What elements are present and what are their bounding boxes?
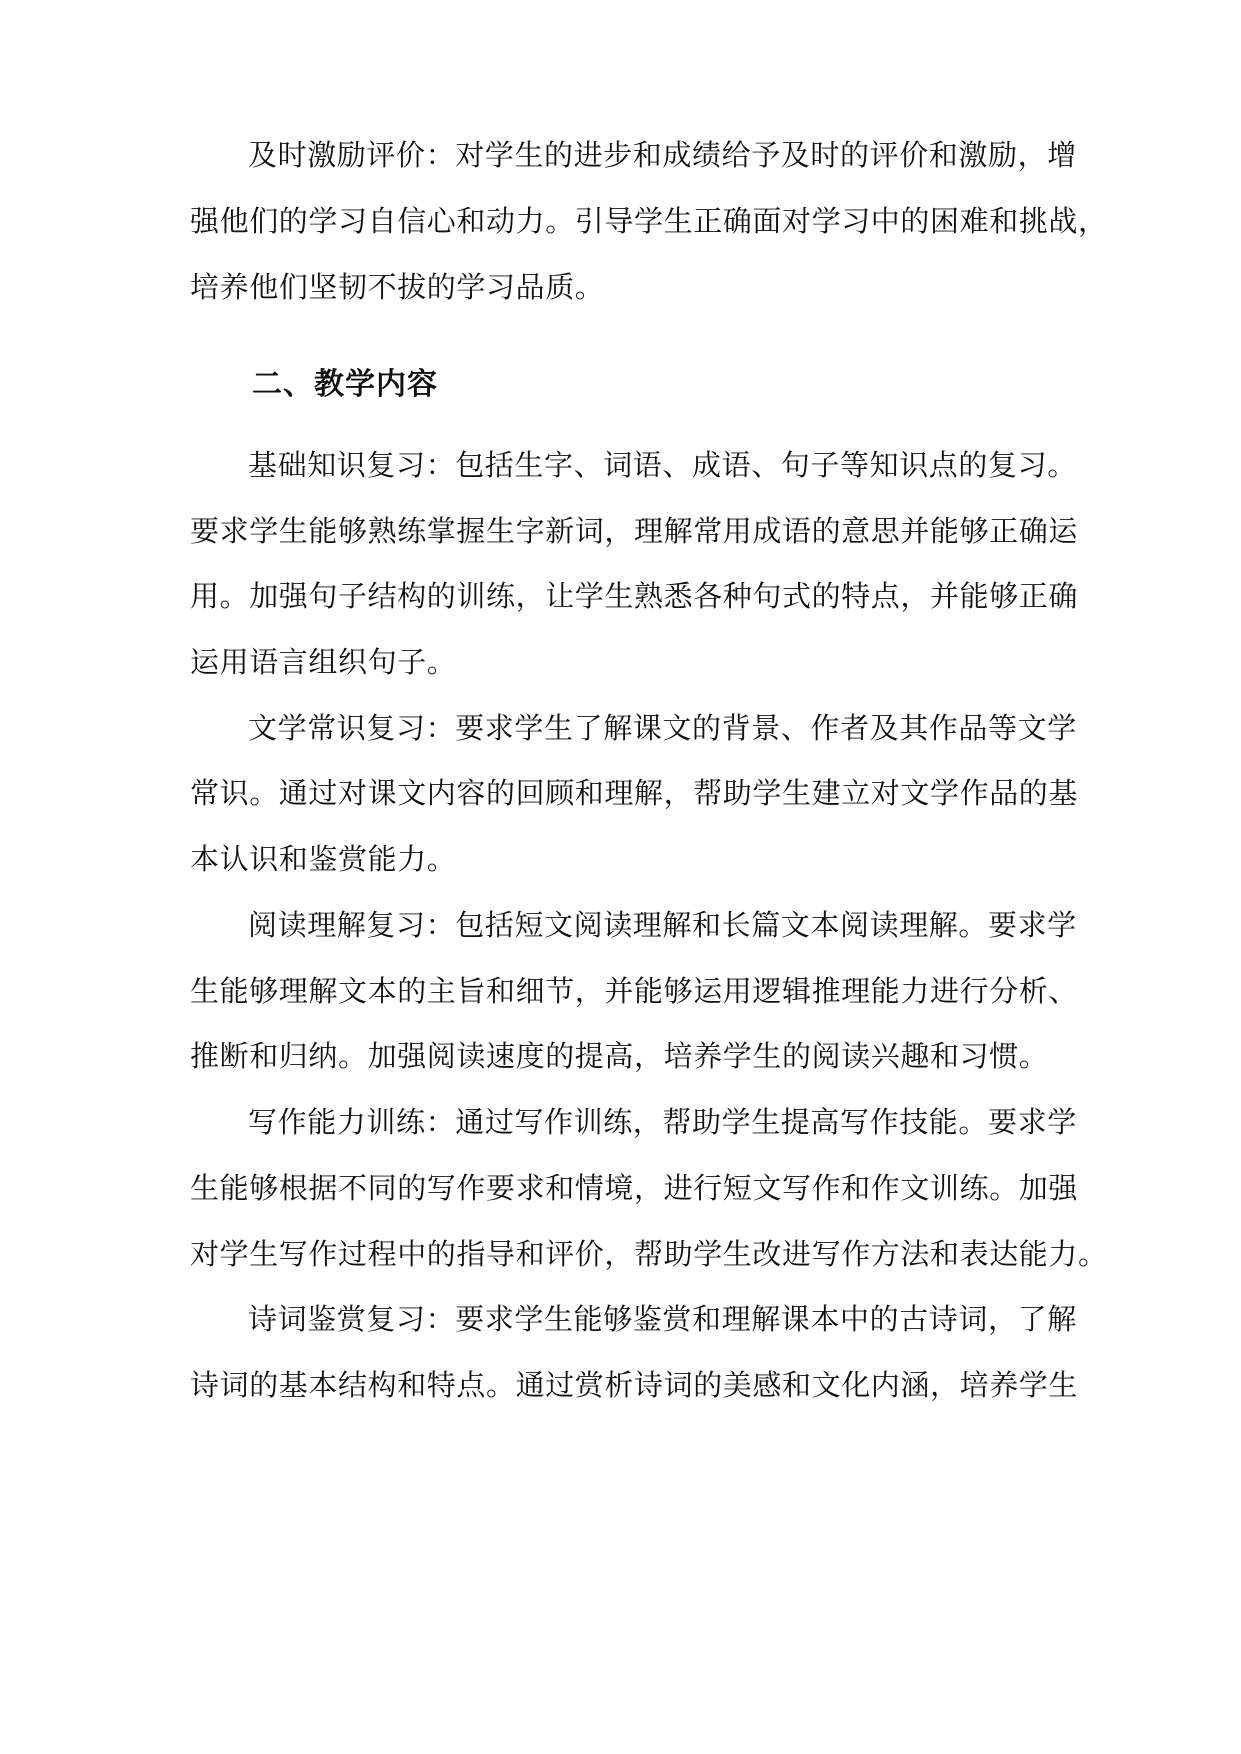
paragraph-line: 阅读理解复习：包括短文阅读理解和长篇文本阅读理解。要求学 xyxy=(248,908,1077,942)
paragraph-line: 本认识和鉴赏能力。 xyxy=(190,842,457,876)
paragraph-line: 及时激励评价：对学生的进步和成绩给予及时的评价和激励，增 xyxy=(248,138,1077,172)
paragraph-line: 生能够根据不同的写作要求和情境，进行短文写作和作文训练。加强 xyxy=(190,1171,1079,1205)
paragraph-line: 培养他们坚韧不拔的学习品质。 xyxy=(190,270,605,304)
paragraph-line: 文学常识复习：要求学生了解课文的背景、作者及其作品等文学 xyxy=(248,711,1077,745)
paragraph-line: 诗词的基本结构和特点。通过赏析诗词的美感和文化内涵，培养学生 xyxy=(190,1368,1079,1402)
paragraph-line: 推断和归纳。加强阅读速度的提高，培养学生的阅读兴趣和习惯。 xyxy=(190,1039,1049,1073)
paragraph-line: 强他们的学习自信心和动力。引导学生正确面对学习中的困难和挑战， xyxy=(190,204,1108,238)
paragraph-line: 要求学生能够熟练掌握生字新词，理解常用成语的意思并能够正确运 xyxy=(190,514,1079,548)
paragraph-line: 常识。通过对课文内容的回顾和理解，帮助学生建立对文学作品的基 xyxy=(190,776,1079,810)
paragraph-line: 基础知识复习：包括生字、词语、成语、句子等知识点的复习。 xyxy=(248,448,1077,482)
paragraph-line: 运用语言组织句子。 xyxy=(190,645,457,679)
paragraph-line: 用。加强句子结构的训练，让学生熟悉各种句式的特点，并能够正确 xyxy=(190,579,1079,613)
paragraph-line: 对学生写作过程中的指导和评价，帮助学生改进写作方法和表达能力。 xyxy=(190,1237,1108,1271)
paragraph-line: 生能够理解文本的主旨和细节，并能够运用逻辑推理能力进行分析、 xyxy=(190,974,1079,1008)
paragraph-line: 写作能力训练：通过写作训练，帮助学生提高写作技能。要求学 xyxy=(248,1105,1077,1139)
paragraph-line: 诗词鉴赏复习：要求学生能够鉴赏和理解课本中的古诗词，了解 xyxy=(248,1302,1077,1336)
section-heading: 二、教学内容 xyxy=(252,367,438,402)
